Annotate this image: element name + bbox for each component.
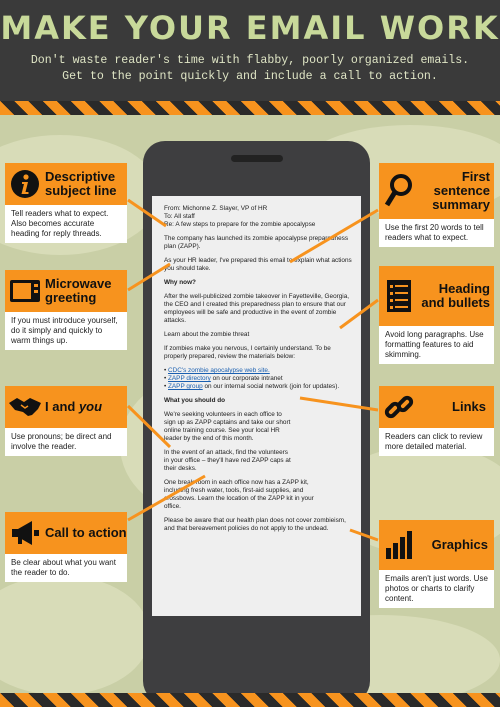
email-message: From: Michonne Z. Slayer, VP of HR To: All staff Re: A few steps to prepare for the zombie apocalypse The company has launched its zombie apocalypse preparedness plan (ZAPP). As your HR leader, I've prepared this email to explain what actions you should take. Why now? After the well-publicized zombie takeover in Fayetteville, Georgia, the CEO and I created this preparedness plan to ensure that our employees will be safe and productive in the event of zombie attacks. Learn about the zombie threat If zombies make you nervous, I certainly understand. To be properly prepared, review the materials below: • CDC's zombie apocalypse web site. • ZAPP directory on our corporate intranet • ZAPP group on our internal social network (join for updates). What you should do We're seeking volunteers in each office to sign up as ZAPP captains and take our short online training course. See your local HR leader by the end of this month. In the event of an attack, find the volunteers in your office – they'll have red ZAPP caps at their desks. One break room in each office now has a ZAPP kit, including fresh water, tools, first-aid supplies, and crossbows. Learn the location of the ZAPP kit in your office. Please be aware that our health plan does not cover zombieism, and that bereavement policies do not apply to the undead. <box>164 205 354 539</box>
callout-body: If you must introduce yourself, do it simply and quickly to warm things up. <box>5 312 127 350</box>
chain-link-icon <box>379 386 419 428</box>
email-paragraph: Learn about the zombie threat <box>164 331 250 338</box>
callout-call-to-action <box>5 512 127 582</box>
email-to: To: All staff <box>164 213 195 220</box>
email-paragraph: Please be aware that our health plan does not cover zombieism, and that bereavement policies do not apply to the undead. <box>164 517 346 532</box>
callout-body: Avoid long paragraphs. Use formatting features to aid skimming. <box>379 326 494 364</box>
callout-headings-bullets <box>379 266 494 364</box>
callout-greeting <box>5 270 127 350</box>
subtitle-line-1: Don't waste reader's time with flabby, poorly organized emails. <box>30 54 470 67</box>
callout-title-emphasis: you <box>78 399 103 414</box>
email-link-zapp-directory[interactable]: ZAPP directory <box>168 375 211 382</box>
megaphone-icon <box>5 512 45 554</box>
callout-title: Links <box>452 399 486 414</box>
callout-body: Use pronouns; be direct and involve the reader. <box>5 428 127 456</box>
email-link-zapp-group[interactable]: ZAPP group <box>168 383 203 390</box>
handshake-icon <box>5 386 45 428</box>
email-paragraph: If zombies make you nervous, I certainly understand. To be properly prepared, review the materials below: <box>164 345 331 360</box>
callout-body: Tell readers what to expect. Also becomes accurate heading for reply threads. <box>5 205 127 243</box>
email-paragraph: One break room in each office now has a ZAPP kit, including fresh water, tools, first-aid supplies, and crossbows. Learn the location of the ZAPP kit in your office. <box>164 479 314 510</box>
page-title: MAKE YOUR EMAIL WORK <box>0 9 500 47</box>
callout-subject-line <box>5 163 127 243</box>
microwave-icon <box>5 270 45 312</box>
callout-title: Call to action <box>45 525 127 540</box>
callout-title: First sentence summary <box>432 169 490 212</box>
email-heading-do: What you should do <box>164 397 226 404</box>
hazard-stripe-bottom <box>0 693 500 707</box>
email-paragraph: After the well-publicized zombie takeover in Fayetteville, Georgia, the CEO and I created this preparedness plan to ensure that our employees will be safe and productive in the event of zombie attacks. <box>164 293 350 324</box>
email-subject: Re: A few steps to prepare for the zombie apocalypse <box>164 221 316 228</box>
email-paragraph: In the event of an attack, find the volunteers in your office – they'll have red ZAPP caps at their desks. <box>164 449 291 472</box>
magnifier-icon <box>379 170 419 212</box>
callout-body: Be clear about what you want the reader to do. <box>5 554 127 582</box>
callout-title: Microwave greeting <box>45 276 112 305</box>
email-paragraph: The company has launched its zombie apocalypse preparedness plan (ZAPP). <box>164 235 349 250</box>
callout-body: Readers can click to review more detailed material. <box>379 428 494 456</box>
bar-chart-icon <box>379 524 419 566</box>
info-icon <box>5 163 45 205</box>
checklist-icon <box>379 275 419 317</box>
callout-title: Heading and bullets <box>421 281 490 310</box>
callout-graphics <box>379 520 494 608</box>
callout-links <box>379 386 494 456</box>
email-link-cdc[interactable]: CDC's zombie apocalypse web site. <box>168 367 270 374</box>
email-paragraph: We're seeking volunteers in each office to sign up as ZAPP captains and take our short online training course. See your local HR leader by the end of this month. <box>164 411 291 442</box>
email-from: From: Michonne Z. Slayer, VP of HR <box>164 205 268 212</box>
callout-summary <box>379 163 494 247</box>
subtitle-line-2: Get to the point quickly and include a call to action. <box>62 70 438 83</box>
callout-title: Descriptive subject line <box>45 169 117 198</box>
callout-body: Use the first 20 words to tell readers what to expect. <box>379 219 494 247</box>
email-link-text: on our corporate intranet <box>210 375 283 382</box>
hazard-stripe-top <box>0 101 500 115</box>
callout-pronouns <box>5 386 127 456</box>
email-heading-why: Why now? <box>164 279 196 286</box>
callout-title: Graphics <box>431 537 488 552</box>
callout-title <box>45 400 102 414</box>
email-link-text: on our internal social network (join for updates). <box>202 383 340 390</box>
email-paragraph: As your HR leader, I've prepared this email to explain what actions you should take. <box>164 257 352 272</box>
callout-title-part: I and <box>45 399 79 414</box>
phone-speaker <box>231 155 283 162</box>
callout-body: Emails aren't just words. Use photos or charts to clarify content. <box>379 570 494 608</box>
header <box>0 0 500 101</box>
